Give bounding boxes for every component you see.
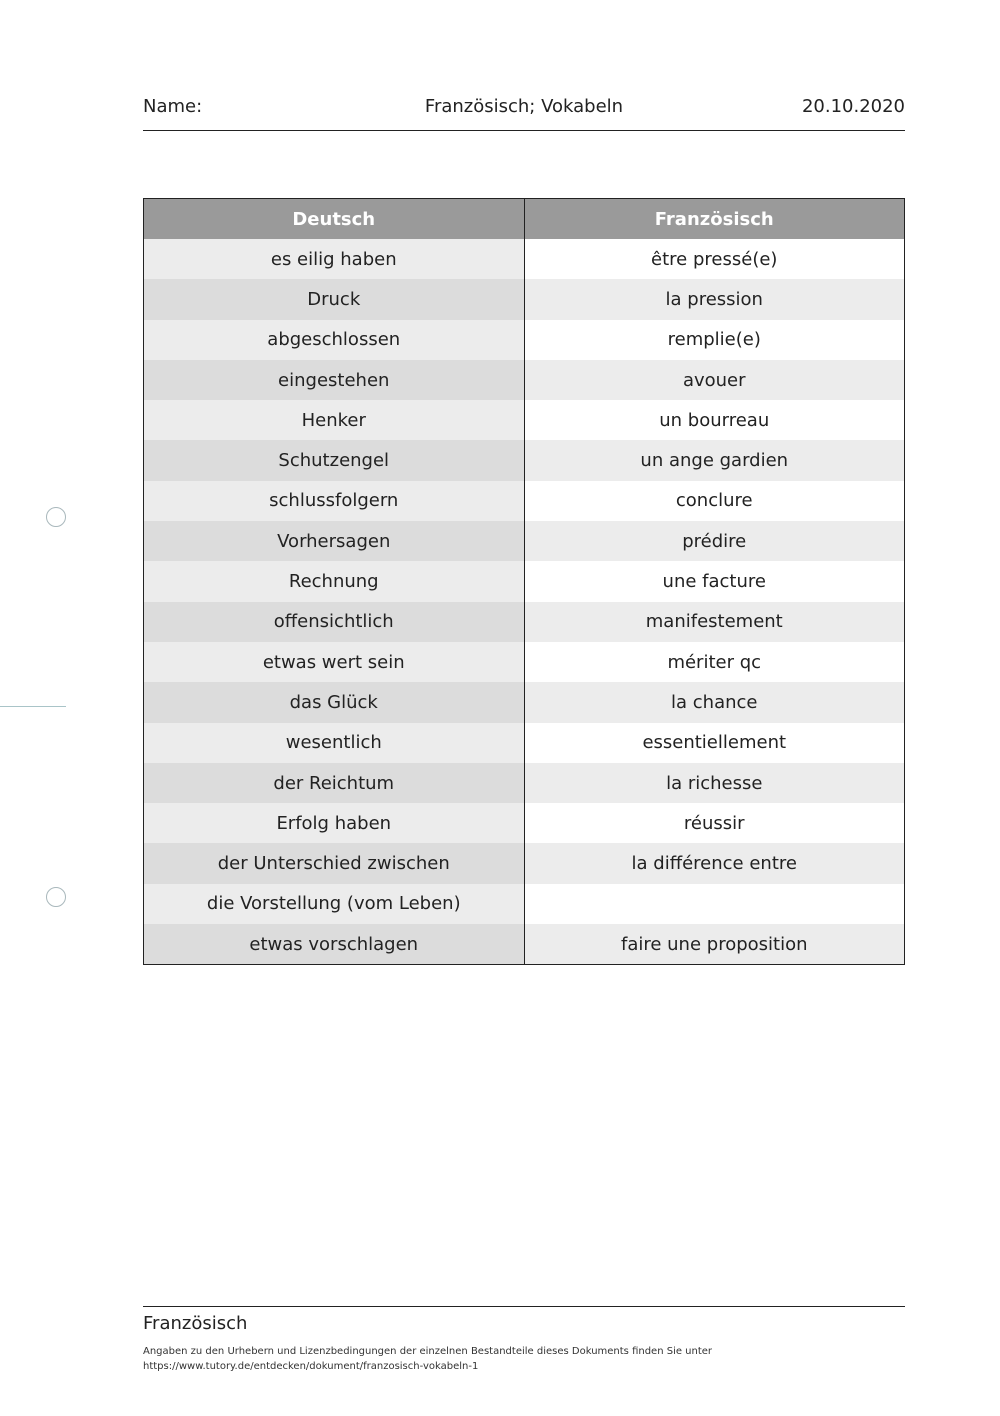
table-row [144, 884, 905, 924]
vocabulary-table [143, 198, 905, 965]
table-row [144, 400, 905, 440]
column-header-franzoesisch: Französisch [524, 199, 905, 240]
table-row [144, 924, 905, 965]
cell-deutsch: abgeschlossen [144, 320, 525, 360]
cell-franzoesisch: la richesse [524, 763, 905, 803]
table-row [144, 521, 905, 561]
table-row [144, 682, 905, 722]
cell-deutsch: Vorhersagen [144, 521, 525, 561]
cell-franzoesisch: conclure [524, 481, 905, 521]
footer-attribution-url: https://www.tutory.de/entdecken/dokument/franzosisch-vokabeln-1 [143, 1361, 479, 1372]
cell-deutsch: offensichtlich [144, 602, 525, 642]
table-row [144, 360, 905, 400]
cell-deutsch: wesentlich [144, 723, 525, 763]
cell-franzoesisch: avouer [524, 360, 905, 400]
vocabulary-table-body [144, 239, 905, 965]
table-row [144, 440, 905, 480]
cell-franzoesisch: manifestement [524, 602, 905, 642]
fold-mark [0, 706, 66, 707]
cell-deutsch: Schutzengel [144, 440, 525, 480]
footer-attribution-text: Angaben zu den Urhebern und Lizenzbedingungen der einzelnen Bestandteile dieses Dokuments finden Sie unter [143, 1346, 713, 1357]
table-header-row [144, 199, 905, 240]
cell-franzoesisch [524, 884, 905, 924]
cell-deutsch: etwas wert sein [144, 642, 525, 682]
table-row [144, 843, 905, 883]
table-row [144, 602, 905, 642]
cell-franzoesisch: une facture [524, 561, 905, 601]
table-row [144, 481, 905, 521]
cell-franzoesisch: la pression [524, 279, 905, 319]
cell-franzoesisch: prédire [524, 521, 905, 561]
name-label: Name: [143, 96, 203, 117]
cell-deutsch: Rechnung [144, 561, 525, 601]
punch-hole-mark-top [46, 507, 66, 527]
cell-franzoesisch: essentiellement [524, 723, 905, 763]
table-row [144, 723, 905, 763]
cell-franzoesisch: la chance [524, 682, 905, 722]
cell-franzoesisch: un bourreau [524, 400, 905, 440]
cell-franzoesisch: être pressé(e) [524, 239, 905, 279]
cell-deutsch: die Vorstellung (vom Leben) [144, 884, 525, 924]
date-label: 20.10.2020 [801, 96, 905, 117]
cell-franzoesisch: un ange gardien [524, 440, 905, 480]
table-row [144, 642, 905, 682]
table-row [144, 763, 905, 803]
cell-franzoesisch: la différence entre [524, 843, 905, 883]
table-row [144, 561, 905, 601]
page-title: Französisch; Vokabeln [424, 96, 624, 117]
cell-deutsch: eingestehen [144, 360, 525, 400]
cell-deutsch: der Reichtum [144, 763, 525, 803]
table-row [144, 279, 905, 319]
page-header [143, 92, 905, 131]
cell-deutsch: der Unterschied zwischen [144, 843, 525, 883]
table-row [144, 803, 905, 843]
table-row [144, 320, 905, 360]
cell-franzoesisch: remplie(e) [524, 320, 905, 360]
footer-attribution [143, 1344, 712, 1374]
column-header-deutsch: Deutsch [144, 199, 525, 240]
cell-franzoesisch: faire une proposition [524, 924, 905, 965]
cell-deutsch: schlussfolgern [144, 481, 525, 521]
cell-deutsch: Druck [144, 279, 525, 319]
cell-franzoesisch: mériter qc [524, 642, 905, 682]
cell-deutsch: es eilig haben [144, 239, 525, 279]
cell-deutsch: das Glück [144, 682, 525, 722]
cell-deutsch: etwas vorschlagen [144, 924, 525, 965]
footer-subject: Französisch [143, 1313, 248, 1334]
footer-divider [143, 1306, 905, 1307]
cell-deutsch: Erfolg haben [144, 803, 525, 843]
cell-deutsch: Henker [144, 400, 525, 440]
punch-hole-mark-bottom [46, 887, 66, 907]
cell-franzoesisch: réussir [524, 803, 905, 843]
table-row [144, 239, 905, 279]
